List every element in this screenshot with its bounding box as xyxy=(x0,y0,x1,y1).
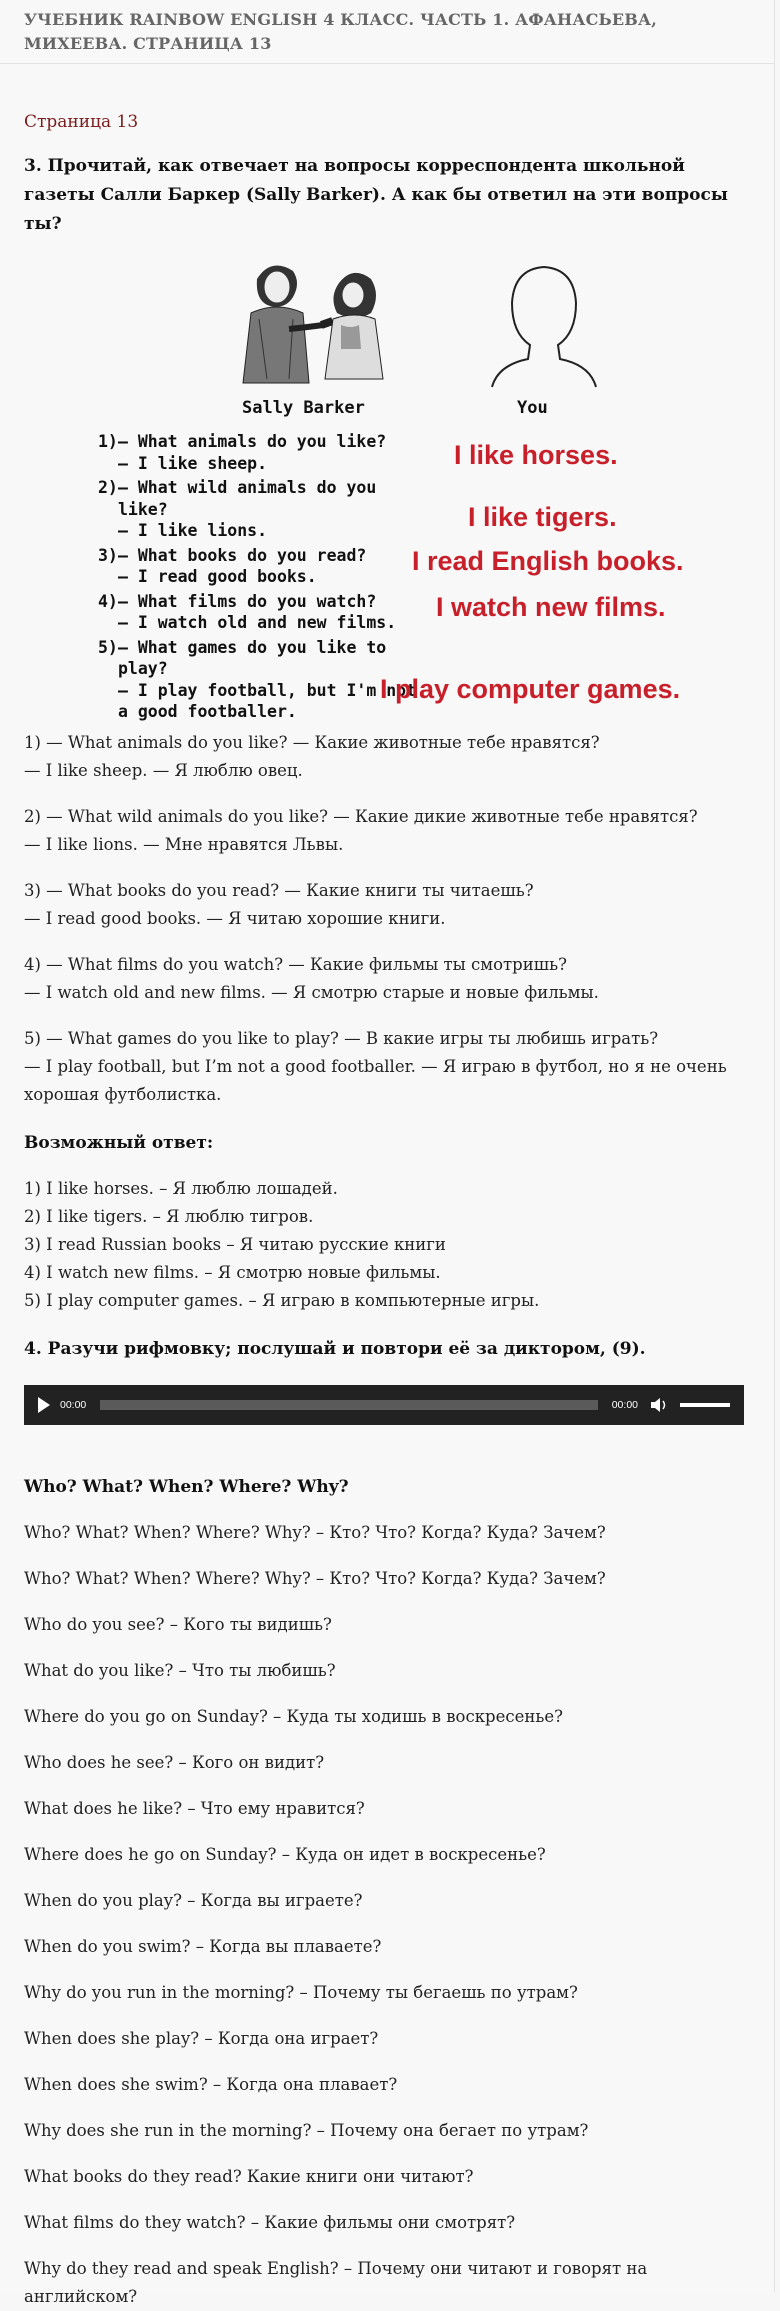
item-number: 1) xyxy=(98,432,118,451)
possible-answer: 1) I like horses. – Я люблю лошадей. xyxy=(24,1179,338,1198)
interview-question: — What games do you like to play? xyxy=(118,637,387,678)
interview-item xyxy=(98,431,418,474)
item-number: 5) xyxy=(98,637,118,657)
translation-question: 1) — What animals do you like? — Какие животные тебе нравятся? xyxy=(24,733,600,752)
translation-block xyxy=(24,951,750,1007)
interview-question: — What animals do you like? xyxy=(118,432,387,451)
interview-answer: — I play football, but I'm not a good footballer. xyxy=(118,680,417,721)
rhyme-line: Who does he see? – Кого он видит? xyxy=(24,1753,325,1772)
translation-block xyxy=(24,1025,750,1109)
progress-rail[interactable] xyxy=(100,1400,597,1410)
column-label-you: You xyxy=(517,398,548,418)
rhyme-line: Where do you go on Sunday? – Куда ты ходишь в воскресенье? xyxy=(24,1707,563,1726)
rhyme-line: What do you like? – Что ты любишь? xyxy=(24,1661,336,1680)
interview-answer: — I like sheep. xyxy=(118,453,268,473)
speaker-icon[interactable] xyxy=(650,1397,668,1413)
silhouette-illustration xyxy=(489,263,599,388)
interview-question: — What books do you read? xyxy=(118,545,367,565)
translation-answer: — I read good books. — Я читаю хорошие книги. xyxy=(24,909,446,928)
page-label: Страница 13 xyxy=(24,112,139,132)
textbook-scan xyxy=(24,253,724,723)
translation-block xyxy=(24,877,750,933)
rhyme-line: What films do they watch? – Какие фильмы они смотрят? xyxy=(24,2213,516,2232)
rhyme-line: Who do you see? – Кого ты видишь? xyxy=(24,1615,332,1634)
translation-answer: — I like lions. — Мне нравятся Львы. xyxy=(24,835,344,854)
rhyme-line: When do you play? – Когда вы играете? xyxy=(24,1891,363,1910)
volume-control xyxy=(650,1397,730,1413)
rhyme-title: Who? What? When? Where? Why? xyxy=(24,1477,349,1497)
item-number: 4) xyxy=(98,591,118,611)
possible-answer: 5) I play computer games. – Я играю в компьютерные игры. xyxy=(24,1291,540,1310)
rhyme-line: Who? What? When? Where? Why? – Кто? Что? Когда? Куда? Зачем? xyxy=(24,1569,606,1588)
interview-item xyxy=(98,637,418,723)
possible-answers-list xyxy=(24,1175,750,1315)
current-time: 00:00 xyxy=(60,1399,87,1411)
rhyme-line: What does he like? – Что ему нравится? xyxy=(24,1799,365,1818)
handwritten-answer: I like horses. xyxy=(454,440,618,470)
translation-question: 2) — What wild animals do you like? — Какие дикие животные тебе нравятся? xyxy=(24,807,698,826)
translation-block xyxy=(24,729,750,785)
play-icon[interactable] xyxy=(38,1397,50,1413)
interview-list xyxy=(98,431,418,723)
header-title: УЧЕБНИК RAINBOW ENGLISH 4 КЛАСС. ЧАСТЬ 1. АФАНАСЬЕВА, МИХЕЕВА. СТРАНИЦА 13 xyxy=(24,10,658,53)
article-content xyxy=(0,110,774,2311)
translation-answer: — I like sheep. — Я люблю овец. xyxy=(24,761,303,780)
translation-block xyxy=(24,803,750,859)
rhyme-line: When do you swim? – Когда вы плаваете? xyxy=(24,1937,382,1956)
rhyme-line: Where does he go on Sunday? – Куда он идет в воскресенье? xyxy=(24,1845,546,1864)
rhyme-line: Why do they read and speak English? – Почему они читают и говорят на английском? xyxy=(24,2259,648,2306)
possible-answer-title: Возможный ответ: xyxy=(24,1133,214,1153)
translation-answer: — I play football, but I’m not a good footballer. — Я играю в футбол, но я не очень хорошая футболистка. xyxy=(24,1057,727,1104)
rhyme-line: Why does she run in the morning? – Почему она бегает по утрам? xyxy=(24,2121,589,2140)
handwritten-answer: I watch new films. xyxy=(436,592,666,622)
item-number: 2) xyxy=(98,478,118,497)
translation-question: 5) — What games do you like to play? — В какие игры ты любишь играть? xyxy=(24,1029,659,1048)
page-header xyxy=(0,0,774,64)
interview-item xyxy=(98,477,418,542)
rhyme-line: When does she swim? – Когда она плавает? xyxy=(24,2075,398,2094)
rhyme-line: Who? What? When? Where? Why? – Кто? Что? Когда? Куда? Зачем? xyxy=(24,1523,606,1542)
duration: 00:00 xyxy=(611,1399,638,1411)
rhyme-line: When does she play? – Когда она играет? xyxy=(24,2029,379,2048)
possible-answer: 4) I watch new films. – Я смотрю новые фильмы. xyxy=(24,1263,441,1282)
interview-item xyxy=(98,591,418,634)
item-number: 3) xyxy=(98,545,118,565)
handwritten-answer: I like tigers. xyxy=(468,502,617,532)
interview-answer: — I read good books. xyxy=(118,567,317,586)
handwritten-answer: I read English books. xyxy=(412,546,684,576)
interview-answer: — I watch old and new films. xyxy=(118,613,397,632)
rhyme-line: Why do you run in the morning? – Почему ты бегаешь по утрам? xyxy=(24,1983,578,2002)
possible-answer: 3) I read Russian books – Я читаю русские книги xyxy=(24,1235,446,1254)
handwritten-answer: I play computer games. xyxy=(380,674,681,704)
interview-question: — What films do you watch? xyxy=(118,591,377,611)
translation-question: 4) — What films do you watch? — Какие фильмы ты смотришь? xyxy=(24,955,567,974)
audio-player xyxy=(24,1385,744,1425)
exercise-3-title: 3. Прочитай, как отвечает на вопросы корреспондента школьной газеты Салли Баркер (Sally Barker). А как бы ответил на эти вопросы ты? xyxy=(24,156,728,234)
column-label-sally: Sally Barker xyxy=(242,398,365,418)
possible-answer: 2) I like tigers. – Я люблю тигров. xyxy=(24,1207,314,1226)
interview-answer: — I like lions. xyxy=(118,521,268,540)
translation-question: 3) — What books do you read? — Какие книги ты читаешь? xyxy=(24,881,534,900)
reporter-interview-illustration xyxy=(229,253,399,388)
exercise-4-title: 4. Разучи рифмовку; послушай и повтори её за диктором, (9). xyxy=(24,1339,646,1359)
interview-item xyxy=(98,545,418,588)
interview-question: — What wild animals do you like? xyxy=(118,478,377,519)
rhyme-line: What books do they read? Какие книги они читают? xyxy=(24,2167,474,2186)
translation-answer: — I watch old and new films. — Я смотрю старые и новые фильмы. xyxy=(24,983,599,1002)
volume-slider[interactable] xyxy=(680,1403,730,1407)
